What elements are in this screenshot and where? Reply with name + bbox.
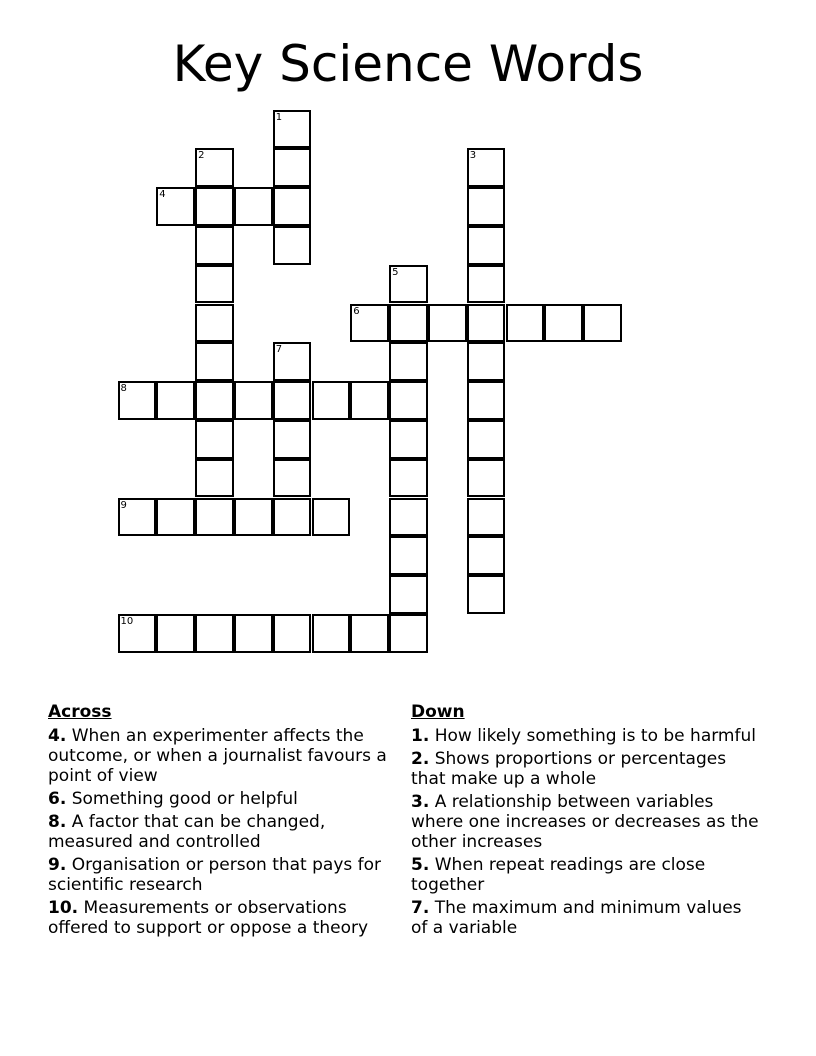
grid-cell[interactable] <box>273 110 312 149</box>
grid-cell[interactable] <box>467 226 506 265</box>
grid-cell[interactable] <box>234 498 273 537</box>
across-clues <box>48 702 408 941</box>
grid-cell[interactable] <box>389 614 428 653</box>
grid-cell[interactable] <box>195 148 234 187</box>
grid-cell[interactable] <box>195 187 234 226</box>
grid-cell[interactable] <box>467 536 506 575</box>
grid-cell[interactable] <box>467 304 506 343</box>
down-clue-1 <box>411 726 761 746</box>
clue-number: 8. <box>48 812 67 832</box>
grid-cell[interactable] <box>156 187 195 226</box>
grid-cell[interactable] <box>156 381 195 420</box>
grid-cell[interactable] <box>118 614 157 653</box>
grid-cell[interactable] <box>195 226 234 265</box>
clue-number: 2. <box>411 749 430 769</box>
grid-cell[interactable] <box>583 304 622 343</box>
cell-number: 5 <box>392 266 399 278</box>
grid-cell[interactable] <box>195 420 234 459</box>
grid-cell[interactable] <box>156 498 195 537</box>
clue-number: 5. <box>411 855 430 875</box>
clue-text: When repeat readings are close together <box>411 855 706 895</box>
clue-text: Organisation or person that pays for scientific research <box>48 855 382 895</box>
grid-cell[interactable] <box>195 381 234 420</box>
down-clue-2 <box>411 749 761 789</box>
clue-text: When an experimenter affects the outcome, or when a journalist favours a point of view <box>48 726 387 786</box>
grid-cell[interactable] <box>389 304 428 343</box>
grid-cell[interactable] <box>389 265 428 304</box>
across-clue-10 <box>48 898 408 938</box>
grid-cell[interactable] <box>389 536 428 575</box>
across-clue-9 <box>48 855 408 895</box>
down-clue-3 <box>411 792 761 852</box>
cell-number: 1 <box>275 111 283 123</box>
grid-cell[interactable] <box>273 420 312 459</box>
page-title: Key Science Words <box>172 35 644 93</box>
clue-text: How likely something is to be harmful <box>434 726 756 746</box>
down-heading: Down <box>411 702 465 722</box>
across-clue-4 <box>48 726 408 786</box>
grid-cell[interactable] <box>273 498 312 537</box>
grid-cell[interactable] <box>350 614 389 653</box>
clue-text: Something good or helpful <box>71 789 298 809</box>
across-heading: Across <box>48 702 112 722</box>
cell-number: 2 <box>198 150 205 162</box>
grid-cell[interactable] <box>467 420 506 459</box>
grid-cell[interactable] <box>506 304 545 343</box>
grid-cell[interactable] <box>312 614 351 653</box>
grid-cell[interactable] <box>467 148 506 187</box>
grid-cell[interactable] <box>195 614 234 653</box>
grid-cell[interactable] <box>118 381 157 420</box>
grid-cell[interactable] <box>350 381 389 420</box>
across-clue-8 <box>48 812 408 852</box>
clue-number: 1. <box>411 726 430 746</box>
cell-number: 9 <box>120 499 127 511</box>
grid-cell[interactable] <box>544 304 583 343</box>
cell-number: 10 <box>120 615 134 627</box>
grid-cell[interactable] <box>389 498 428 537</box>
cell-number: 4 <box>159 189 166 201</box>
clue-text: A relationship between variables where one increases or decreases as the other increases <box>411 792 759 852</box>
grid-cell[interactable] <box>234 187 273 226</box>
grid-cell[interactable] <box>312 498 351 537</box>
grid-cell[interactable] <box>273 381 312 420</box>
grid-cell[interactable] <box>273 187 312 226</box>
grid-cell[interactable] <box>389 459 428 498</box>
clue-number: 10. <box>48 898 79 918</box>
grid-cell[interactable] <box>467 459 506 498</box>
grid-cell[interactable] <box>118 498 157 537</box>
grid-cell[interactable] <box>467 381 506 420</box>
grid-cell[interactable] <box>467 575 506 614</box>
grid-cell[interactable] <box>195 265 234 304</box>
clue-number: 4. <box>48 726 67 746</box>
down-clue-5 <box>411 855 761 895</box>
clue-number: 6. <box>48 789 67 809</box>
cell-number: 3 <box>469 150 477 162</box>
grid-cell[interactable] <box>234 614 273 653</box>
grid-cell[interactable] <box>273 614 312 653</box>
grid-cell[interactable] <box>156 614 195 653</box>
grid-cell[interactable] <box>467 498 506 537</box>
grid-cell[interactable] <box>273 342 312 381</box>
grid-cell[interactable] <box>273 459 312 498</box>
grid-cell[interactable] <box>389 575 428 614</box>
grid-cell[interactable] <box>195 459 234 498</box>
clue-number: 7. <box>411 898 430 918</box>
clue-text: Shows proportions or percentages that make up a whole <box>411 749 727 789</box>
grid-cell[interactable] <box>273 226 312 265</box>
grid-cell[interactable] <box>195 304 234 343</box>
grid-cell[interactable] <box>195 342 234 381</box>
cell-number: 6 <box>353 305 360 317</box>
clue-text: The maximum and minimum values of a variable <box>411 898 742 938</box>
grid-cell[interactable] <box>312 381 351 420</box>
grid-cell[interactable] <box>389 420 428 459</box>
cell-number: 7 <box>275 344 283 356</box>
grid-cell[interactable] <box>467 265 506 304</box>
grid-cell[interactable] <box>350 304 389 343</box>
clue-text: A factor that can be changed, measured and controlled <box>48 812 326 852</box>
cell-number: 8 <box>120 383 127 395</box>
grid-cell[interactable] <box>195 498 234 537</box>
grid-cell[interactable] <box>234 381 273 420</box>
clue-text: Measurements or observations offered to support or oppose a theory <box>48 898 369 938</box>
grid-cell[interactable] <box>389 342 428 381</box>
grid-cell[interactable] <box>428 304 467 343</box>
clue-number: 3. <box>411 792 430 812</box>
grid-cell[interactable] <box>467 187 506 226</box>
clue-number: 9. <box>48 855 67 875</box>
down-clues <box>411 702 761 941</box>
across-clue-6 <box>48 789 408 809</box>
down-clue-7 <box>411 898 761 938</box>
grid-cell[interactable] <box>467 342 506 381</box>
grid-cell[interactable] <box>389 381 428 420</box>
grid-cell[interactable] <box>273 148 312 187</box>
